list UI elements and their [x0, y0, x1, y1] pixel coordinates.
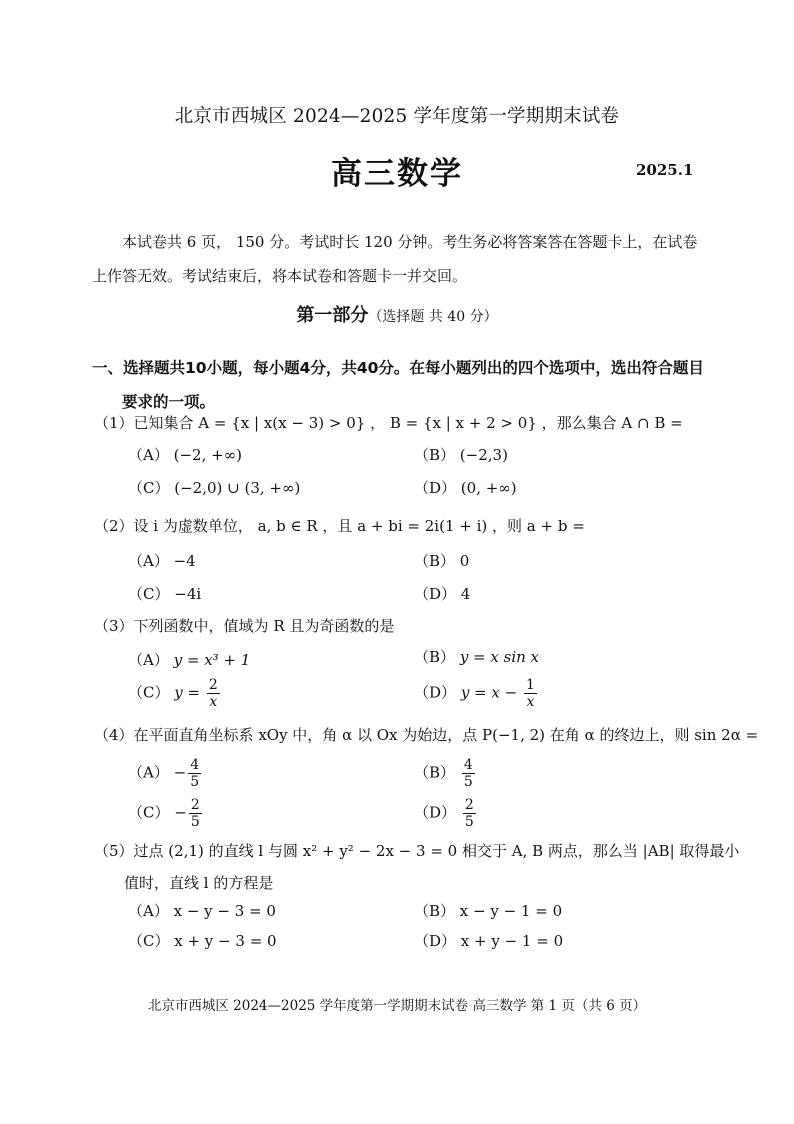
question-3-option-a — [128, 649, 250, 670]
question-5-option-c: （C） x + y − 3 = 0 — [128, 932, 277, 950]
question-4-option-b — [414, 757, 477, 790]
numerator: 2 — [464, 797, 474, 813]
numerator: 1 — [525, 677, 535, 693]
numerator: 2 — [190, 797, 200, 813]
option-letter: （A） — [128, 651, 169, 669]
option-letter: （B） — [414, 763, 456, 782]
question-2-option-b: （B） 0 — [414, 552, 470, 570]
question-3-option-b — [414, 646, 539, 667]
question-1-option-d: （D） (0, +∞) — [414, 479, 517, 497]
option-expression: y = x³ + 1 — [173, 651, 251, 669]
option-letter: （D） — [414, 803, 457, 822]
numerator: 4 — [463, 757, 473, 773]
question-3-option-d — [414, 677, 539, 710]
part-one-title: 第一部分 — [296, 305, 369, 326]
numerator: 4 — [190, 757, 200, 773]
option-letter: （C） — [128, 683, 170, 702]
part-one-heading — [0, 301, 794, 327]
question-2-stem: （2）设 i 为虚数单位， a, b ∈ R ，且 a + bi = 2i(1 + i) ，则 a + b = — [94, 517, 585, 535]
question-5-stem-line1: （5）过点 (2,1) 的直线 l 与圆 x² + y² − 2x − 3 = 0 相交于 A, B 两点，那么当 |AB| 取得最小 — [94, 842, 740, 860]
question-4-option-c — [128, 797, 204, 830]
question-3-option-c — [128, 677, 222, 710]
exam-date: 2025.1 — [636, 161, 694, 179]
denominator: x — [209, 694, 218, 710]
question-5-option-a: （A） x − y − 3 = 0 — [128, 902, 276, 920]
question-4-option-a — [128, 757, 203, 790]
subject-title: 高三数学 — [331, 156, 463, 192]
minus-sign: − — [174, 803, 187, 822]
section-one-line2: 要求的一项。 — [122, 393, 216, 411]
denominator: 5 — [463, 774, 473, 790]
minus-sign: − — [173, 763, 187, 782]
numerator: 2 — [208, 677, 218, 693]
question-2-option-a: （A） −4 — [128, 552, 196, 570]
denominator: 5 — [464, 814, 474, 830]
option-expression: y = x sin x — [459, 648, 540, 666]
exam-notice: 本试卷共 6 页， 150 分。考试时长 120 分钟。考生务必将答案答在答题卡上，在试卷上作答无效。考试结束后，将本试卷和答题卡一并交回。 — [92, 233, 698, 285]
fraction — [188, 757, 201, 790]
question-2-option-d: （D） 4 — [414, 585, 471, 603]
option-letter: （D） — [414, 683, 457, 702]
section-one-line1: 一、选择题共10小题，每小题4分，共40分。在每小题列出的四个选项中，选出符合题目 — [92, 359, 704, 377]
option-letter: （A） — [128, 763, 169, 782]
question-3-stem: （3）下列函数中，值域为 R 且为奇函数的是 — [94, 617, 395, 635]
question-5-stem-line2: 值时，直线 l 的方程是 — [124, 874, 274, 892]
fraction — [189, 797, 202, 830]
question-5-option-b: （B） x − y − 1 = 0 — [414, 902, 563, 920]
question-5-option-d: （D） x + y − 1 = 0 — [414, 932, 564, 950]
fraction — [463, 797, 476, 830]
denominator: x — [526, 694, 535, 710]
question-1-option-c: （C） (−2,0) ∪ (3, +∞) — [128, 479, 301, 497]
question-4-option-d — [414, 797, 478, 830]
question-1-option-b: （B） (−2,3) — [414, 446, 508, 464]
denominator: 5 — [190, 814, 200, 830]
fraction — [207, 677, 220, 710]
section-one-instructions — [92, 351, 712, 419]
fraction — [524, 677, 537, 710]
page-footer: 北京市西城区 2024—2025 学年度第一学期期末试卷 高三数学 第 1 页（共 6 页） — [147, 998, 647, 1014]
denominator: 5 — [190, 774, 200, 790]
option-expression: y = x − — [460, 683, 518, 702]
option-letter: （C） — [128, 803, 170, 822]
exam-title: 北京市西城区 2024—2025 学年度第一学期期末试卷 — [174, 106, 620, 127]
part-one-subtitle: （选择题 共 40 分） — [368, 309, 498, 325]
option-expression: y = — [174, 683, 201, 702]
question-4-stem: （4）在平面直角坐标系 xOy 中，角 α 以 Ox 为始边，点 P(−1, 2) 在角 α 的终边上，则 sin 2α = — [94, 726, 759, 744]
option-letter: （B） — [414, 648, 456, 666]
question-1-stem: （1）已知集合 A = {x | x(x − 3) > 0} ， B = {x | x + 2 > 0} ，那么集合 A ∩ B = — [94, 414, 683, 432]
question-2-option-c: （C） −4i — [128, 585, 202, 603]
fraction — [462, 757, 475, 790]
question-1-option-a: （A） (−2, +∞) — [128, 446, 243, 464]
